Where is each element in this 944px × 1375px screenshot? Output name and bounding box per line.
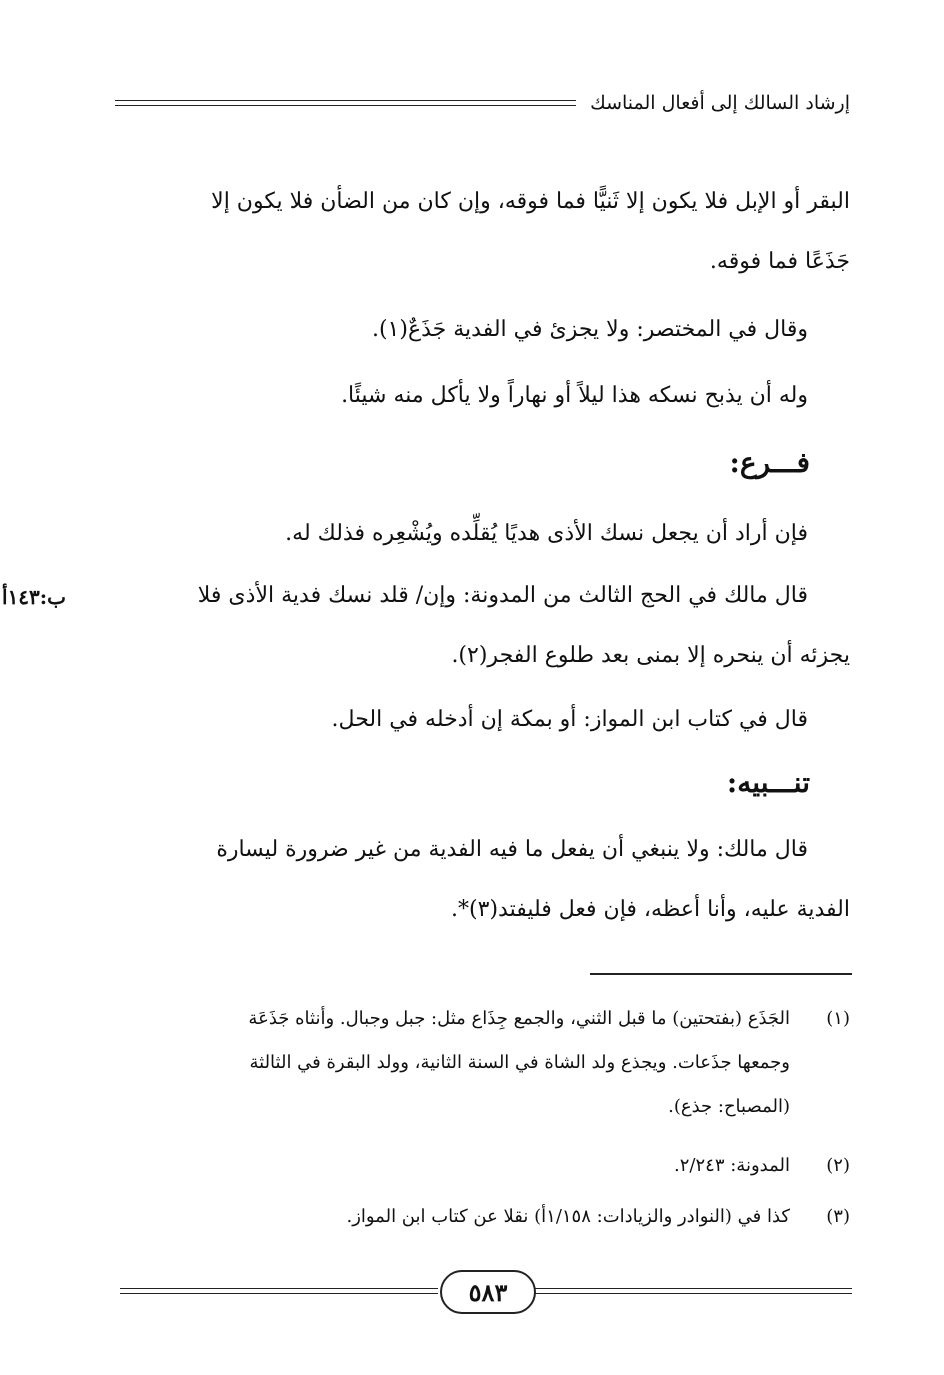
paragraph-5-line-1: قال مالك في الحج الثالث من المدونة: وإن/ قلد نسك فدية الأذى فلا: [197, 583, 808, 608]
page-number: ٥٨٣: [440, 1270, 536, 1314]
section-heading-far: فـــرع:: [729, 446, 810, 479]
paragraph-1-line-2: جَذَعًا فما فوقه.: [709, 249, 850, 274]
paragraph-7-line-2: الفدية عليه، وأنا أعظه، فإن فعل فليفتد(٣)*.: [451, 897, 850, 922]
footnote-1-number: (١): [826, 1008, 850, 1029]
footnote-3-text: كذا في (النوادر والزيادات: ١/١٥٨أ) نقلا عن كتاب ابن المواز.: [346, 1206, 790, 1227]
footnote-2: [110, 1144, 850, 1188]
header-double-rule: [115, 100, 576, 106]
footnote-3-number: (٣): [826, 1206, 850, 1227]
section-heading-tanbih: تنـــبيه:: [726, 766, 810, 799]
running-header: [115, 86, 850, 120]
paragraph-1-line-2-block: [110, 232, 850, 292]
paragraph-1: [110, 172, 850, 232]
paragraph-7-line-1: قال مالك: ولا ينبغي أن يفعل ما فيه الفدية من غير ضرورة ليسارة: [216, 837, 808, 862]
footer-rule-right: [534, 1288, 852, 1294]
paragraph-3: وله أن يذبح نسكه هذا ليلاً أو نهاراً ولا يأكل منه شيئًا.: [341, 383, 808, 408]
footnote-1-line-1: الجَذَع (بفتحتين) ما قبل الثني، والجمع جِذَاع مثل: جبل وجبال. وأنثاه جَذَعَة: [248, 1008, 790, 1029]
running-header-title: إرشاد السالك إلى أفعال المناسك: [590, 92, 850, 114]
footnote-2-text: المدونة: ٢/٢٤٣.: [674, 1155, 790, 1176]
footnote-1-line-2: وجمعها جذَعات. ويجذع ولد الشاة في السنة الثانية، وولد البقرة في الثالثة: [249, 1052, 790, 1073]
paragraph-4: فإن أراد أن يجعل نسك الأذى هديًا يُقلِّده ويُشْعِره فذلك له.: [285, 521, 808, 546]
footer-rule-left: [120, 1288, 438, 1294]
paragraph-5-line-2: يجزئه أن ينحره إلا بمنى بعد طلوع الفجر(٢).: [451, 643, 850, 668]
footnote-1: [110, 997, 850, 1129]
footnote-3: [110, 1195, 850, 1239]
margin-manuscript-note: ب:١٤٣أ: [2, 585, 67, 609]
paragraph-1-line-1: البقر أو الإبل فلا يكون إلا ثَنيًّا فما فوقه، وإن كان من الضأن فلا يكون إلا: [211, 189, 850, 214]
footnote-separator: [590, 973, 852, 975]
footnote-1-line-3: (المصباح: جذع).: [668, 1096, 790, 1117]
footnote-2-number: (٢): [826, 1155, 850, 1176]
paragraph-6: قال في كتاب ابن المواز: أو بمكة إن أدخله في الحل.: [331, 707, 808, 732]
paragraph-2: وقال في المختصر: ولا يجزئ في الفدية جَذَعٌ(١).: [371, 317, 808, 342]
